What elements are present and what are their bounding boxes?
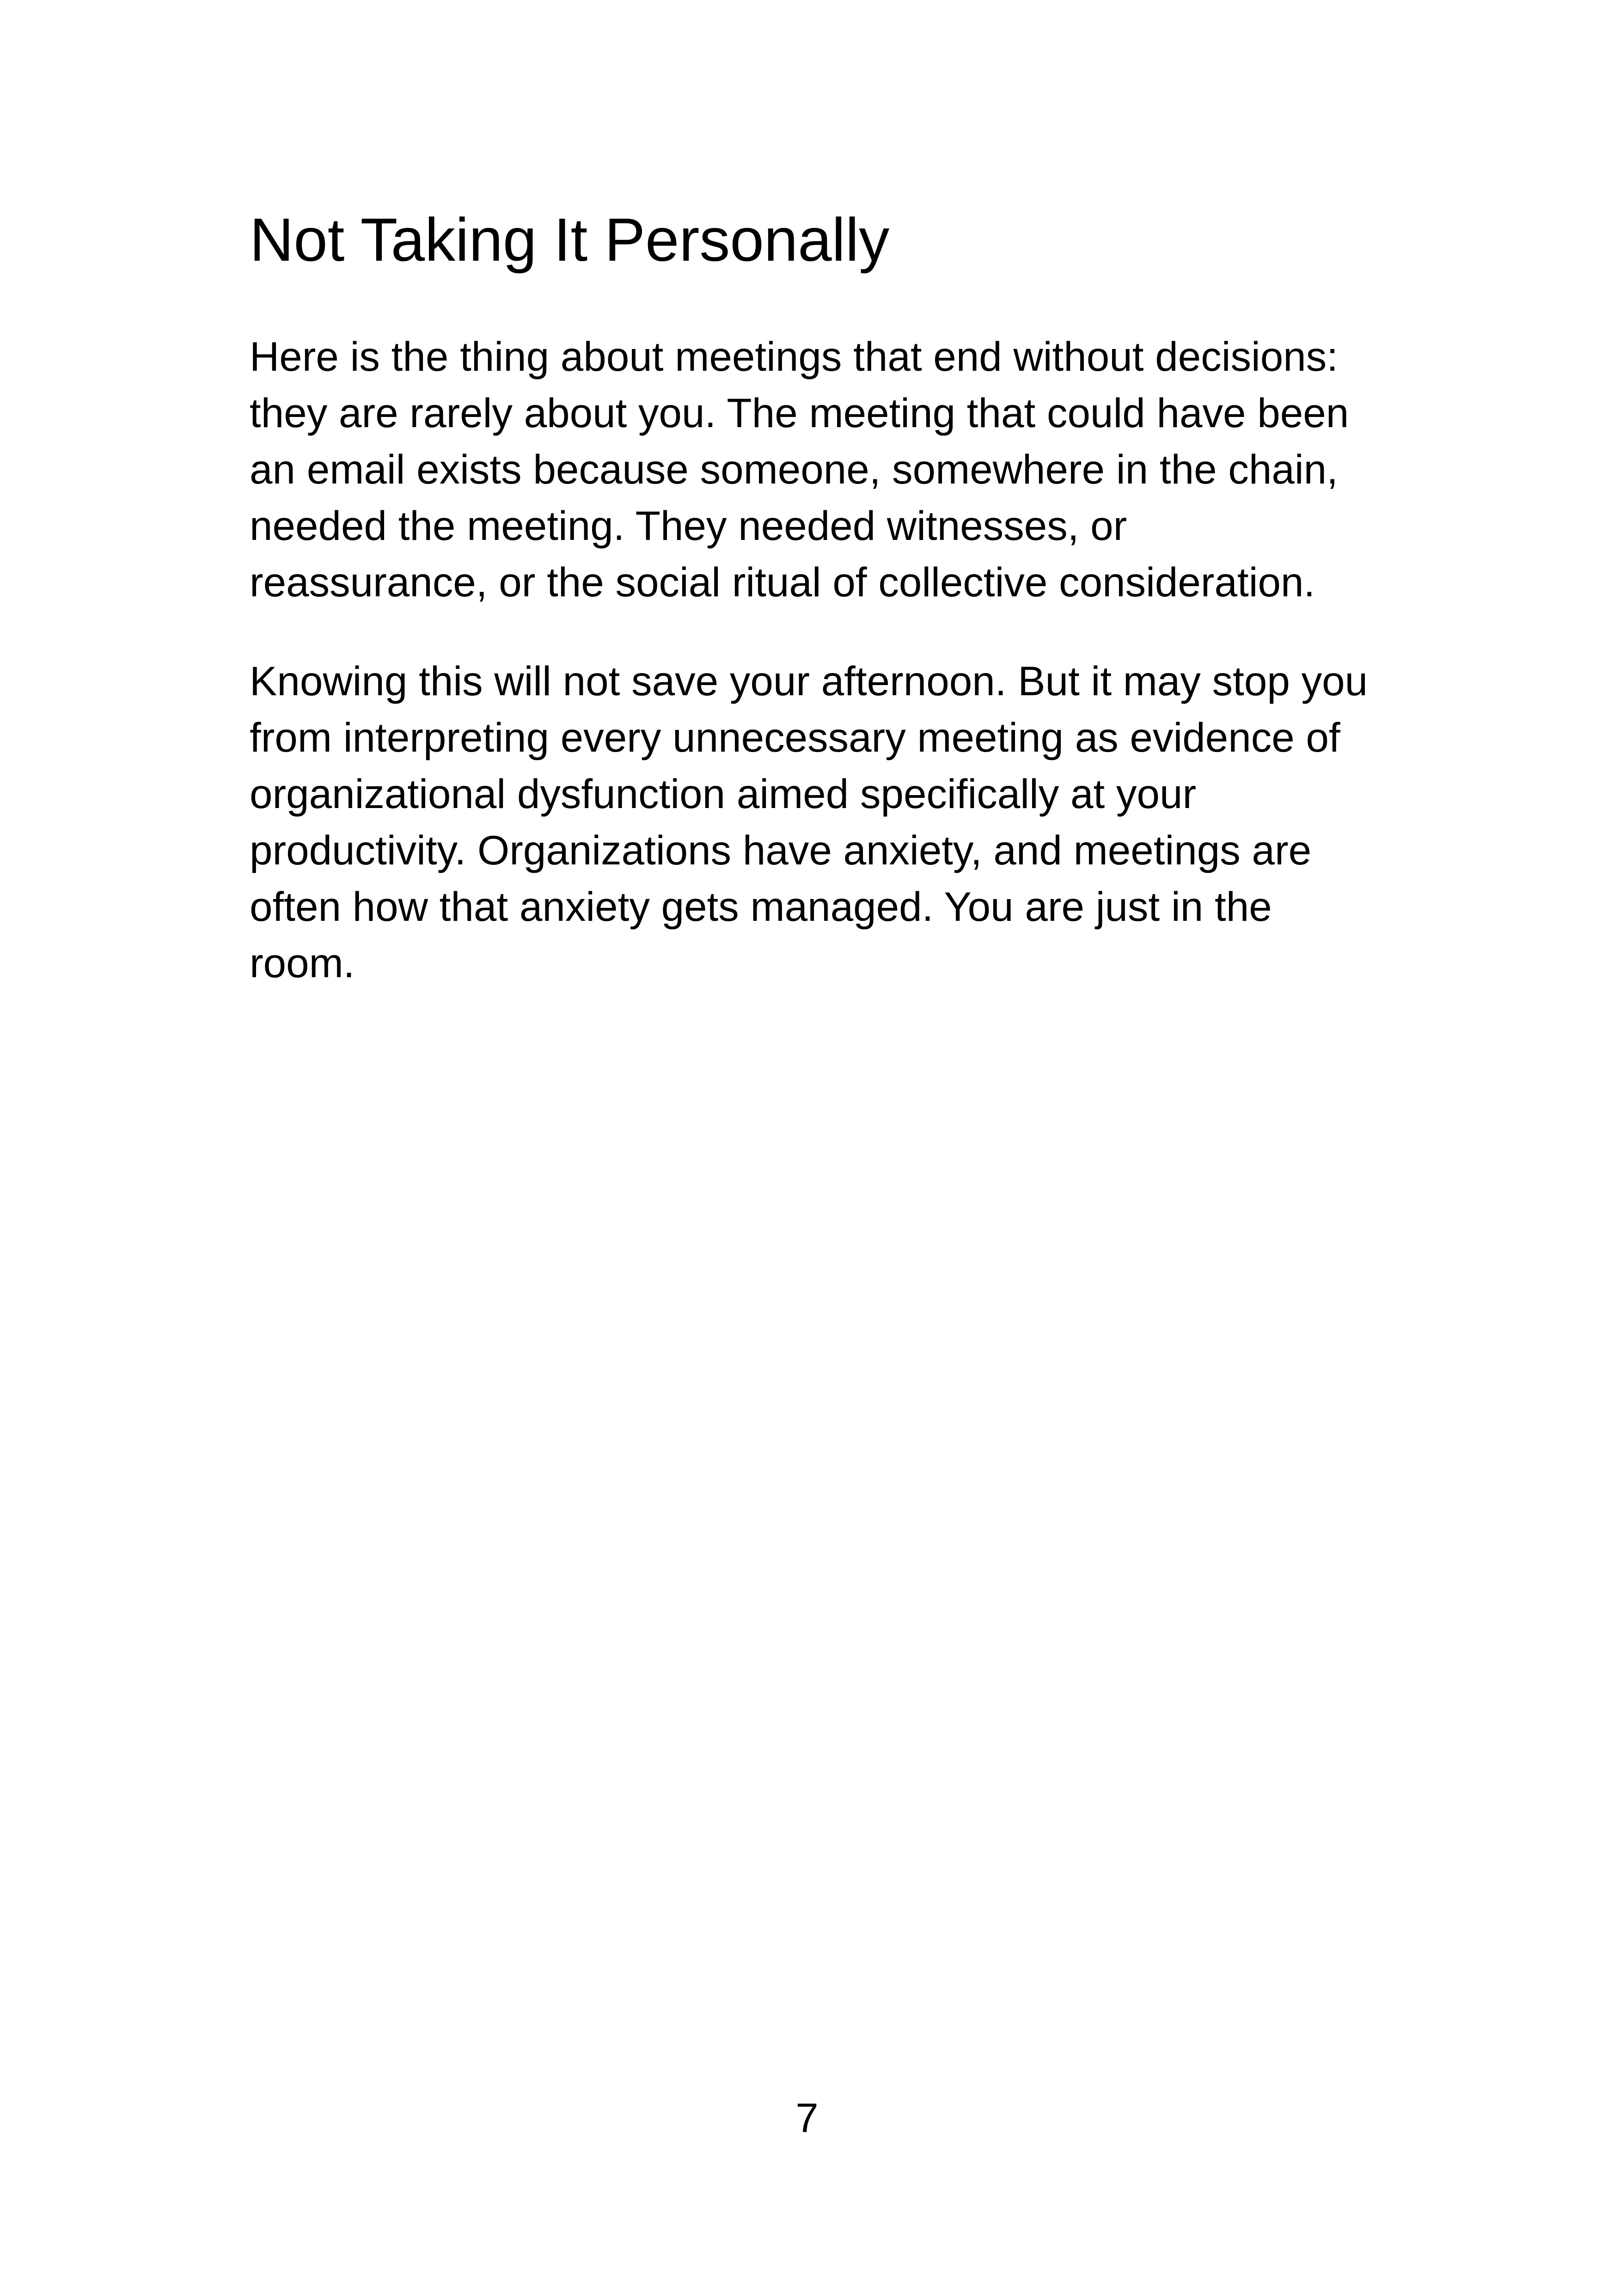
page-content	[250, 203, 1414, 1034]
paragraph-line: organizational dysfunction aimed specifically at your	[250, 771, 1197, 817]
paragraph-line: room.	[250, 940, 355, 986]
page-number: 7	[795, 2094, 819, 2141]
paragraph-line: productivity. Organizations have anxiety, and meetings are	[250, 827, 1312, 874]
paragraph-line: from interpreting every unnecessary meeting as evidence of	[250, 714, 1340, 761]
paragraph-line: Here is the thing about meetings that end without decisions:	[250, 333, 1338, 380]
paragraph-line: an email exists because someone, somewhere in the chain,	[250, 446, 1338, 493]
paragraph-1	[250, 328, 1414, 610]
paragraph-line: needed the meeting. They needed witnesses, or	[250, 502, 1127, 549]
paragraph-line: they are rarely about you. The meeting that could have been	[250, 390, 1349, 436]
paragraph-2	[250, 653, 1414, 991]
paragraph-line: Knowing this will not save your afternoon. But it may stop you	[250, 658, 1368, 704]
paragraph-line: often how that anxiety gets managed. You are just in the	[250, 883, 1272, 930]
page-title: Not Taking It Personally	[250, 206, 890, 274]
paragraph-line: reassurance, or the social ritual of collective consideration.	[250, 559, 1315, 606]
